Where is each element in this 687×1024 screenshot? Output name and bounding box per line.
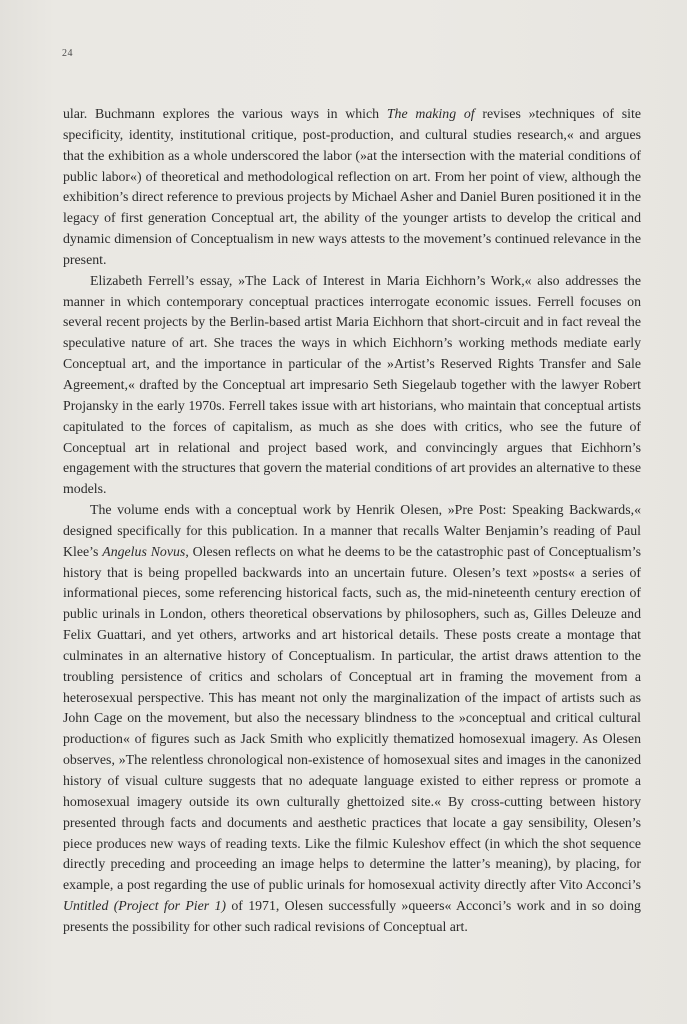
italic-title: The making of [386,106,475,121]
paragraph-1 [63,104,641,271]
text-segment: , Olesen reflects on what he deems to be the catastrophic past of Conceptualism’s history that is being propelled backwards into an uncertain future. Olesen’s text »posts« a series of informational pieces, some referencing historical facts, such as, the mid-nineteenth century erection of public urinals in London, others theoretical observations by philosophers, such as, Gilles Deleuze and Felix Guattari, and yet others, artworks and art historical details. These posts create a montage that culminates in an alternative history of Conceptualism. In particular, the artist draws attention to the troubling persistence of critics and scholars of Conceptual art in framing the movement from a heterosexual perspective. This has meant not only the marginalization of the impact of artists such as John Cage on the movement, but also the necessary blindness to the »conceptual and critical cultural production« of figures such as Jack Smith who explicitly thematized homosexual imagery. As Olesen observes, »The relentless chronological non-existence of homosexual sites and images in the canonized history of visual culture suggests that no adequate language existed to either repress or promote a homosexual imagery outside its own culturally ghettoized site.« By cross-cutting between history presented through facts and documents and aesthetic practices that locate a gay sensibility, Olesen’s piece produces new ways of reading texts. Like the filmic Kuleshov effect (in which the shot sequence directly preceding and proceeding an image helps to determine the latter’s meaning), by placing, for example, a post regarding the use of public urinals for homosexual activity directly after Vito Acconci’s [63,543,642,893]
paragraph-3 [63,500,641,938]
text-segment: ular. Buchmann explores the various ways in which [63,106,387,121]
text-segment: The volume ends with a conceptual work by Henrik Olesen, »Pre Post: Speaking Backwards,« designed specifically for this publication. In a manner that recalls Walter Benjamin’s reading of Paul Klee’s [63,502,641,559]
italic-title: Angelus Novus [102,543,186,559]
paragraph-2 [63,271,641,500]
text-segment: of 1971, Olesen successfully »queers« Acconci’s work and in so doing presents the possibility for other such radical revisions of Conceptual art. [63,898,641,934]
text-segment: Elizabeth Ferrell’s essay, »The Lack of Interest in Maria Eichhorn’s Work,« also addresses the manner in which contemporary conceptual practices interrogate economic issues. Ferrell focuses on several recent projects by the Berlin-based artist Maria Eichhorn that short-circuit and in fact reveal the speculative nature of art. She traces the ways in which Eichhorn’s working methods mediate early Conceptual art, and the importance in particular of the »Artist’s Reserved Rights Transfer and Sale Agreement,« drafted by the Conceptual art impresario Seth Siegelaub together with the lawyer Robert Projansky in the early 1970s. Ferrell takes issue with art historians, who maintain that conceptual artists capitulated to the forces of capitalism, as much as she does with critics, who see the future of Conceptual art in relational and project based work, and convincingly argues that Eichhorn’s engagement with the structures that govern the material conditions of art provides an alternative to these models. [63,272,641,497]
italic-title: Untitled (Project for Pier 1) [63,898,227,914]
page-number: 24 [62,48,73,59]
text-segment: revises »techniques of site specificity, identity, institutional critique, post-production, and cultural studies research,« and argues that the exhibition as a whole underscored the labor (»at the intersection with the material conditions of public labor«) of theoretical and methodological reflection on art. From her point of view, although the exhibition’s direct reference to previous projects by Michael Asher and Daniel Buren positioned it in the legacy of first generation Conceptual art, the ability of the younger artists to develop the critical and dynamic dimension of Conceptualism in new ways attests to the movement’s continued relevance in the present. [63,106,641,267]
body-text [63,104,641,938]
